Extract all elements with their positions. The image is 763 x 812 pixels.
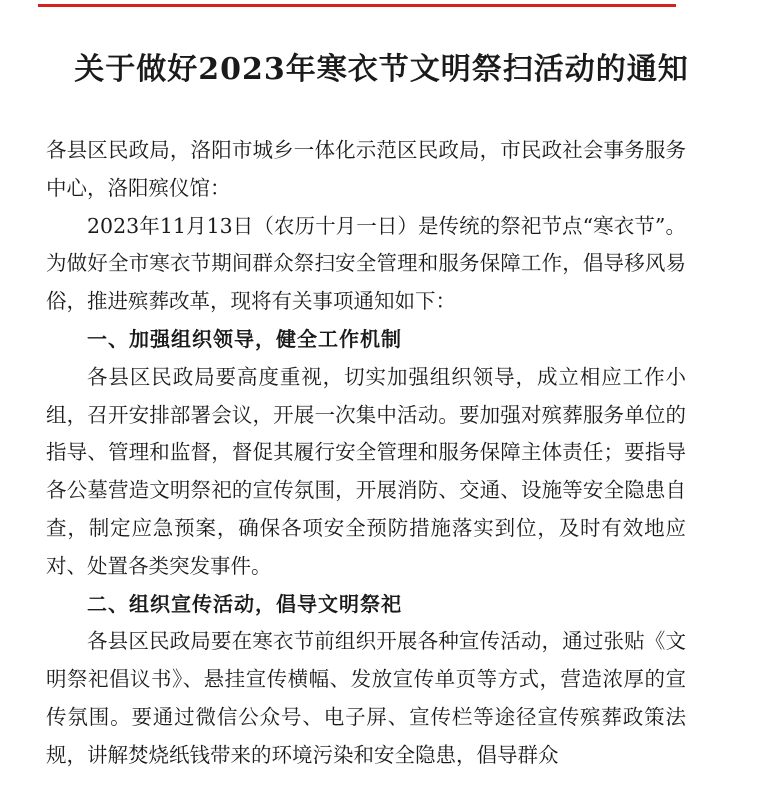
- document-body: [46, 132, 686, 775]
- section-2-heading: 二、组织宣传活动，倡导文明祭祀: [87, 591, 402, 616]
- section-1-body: 各县区民政局要高度重视，切实加强组织领导，成立相应工作小组，召开安排部署会议，开展一次集中活动。要加强对殡葬服务单位的指导、管理和监督，督促其履行安全管理和服务保障主体责任；要指导各公墓营造文明祭祀的宣传氛围，开展消防、交通、设施等安全隐患自查，制定应急预案，确保各项安全预防措施落实到位，及时有效地应对、处置各类突发事件。: [46, 364, 686, 578]
- section-2-body: 各县区民政局要在寒衣节前组织开展各种宣传活动，通过张贴《文明祭祀倡议书》、悬挂宣传横幅、发放宣传单页等方式，营造浓厚的宣传氛围。要通过微信公众号、电子屏、宣传栏等途径宣传殡葬政策法规，讲解焚烧纸钱带来的环境污染和安全隐患，倡导群众: [46, 629, 686, 767]
- intro-paragraph: 2023年11月13日（农历十月一日）是传统的祭祀节点“寒衣节”。为做好全市寒衣节期间群众祭扫安全管理和服务保障工作，倡导移风易俗，推进殡葬改革，现将有关事项通知如下：: [46, 213, 686, 314]
- red-header-rule: [38, 4, 676, 7]
- salutation: 各县区民政局，洛阳市城乡一体化示范区民政局，市民政社会事务服务中心，洛阳殡仪馆：: [46, 138, 686, 200]
- section-1-heading: 一、加强组织领导，健全工作机制: [87, 326, 402, 351]
- document-title: 关于做好2023年寒衣节文明祭扫活动的通知: [74, 52, 689, 87]
